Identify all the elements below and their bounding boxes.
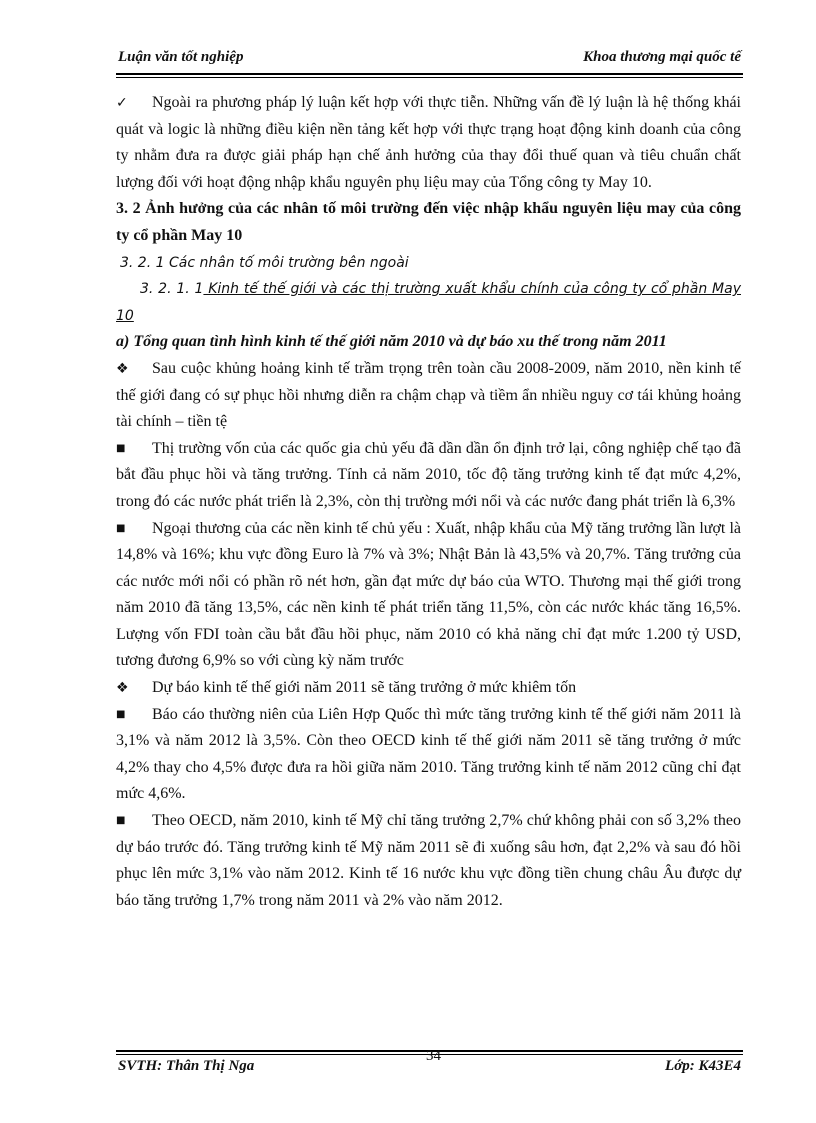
square-bullet-icon: ■	[116, 522, 126, 534]
page-header	[118, 49, 741, 71]
paragraph-crisis	[116, 356, 741, 436]
square-bullet-icon: ■	[116, 708, 126, 720]
paragraph-capital-market	[116, 436, 741, 516]
checkmark-icon: ✓	[116, 95, 128, 111]
paragraph-oecd	[116, 808, 741, 914]
paragraph-text: Ngoại thương của các nền kinh tế chủ yếu : Xuất, nhập khẩu của Mỹ tăng trưởng lần lượt là 14,8% và 16%; khu vực đồng Euro là 7% và 3%; Nhật Bản là 43,5% và 20,7%. Tăng trưởng của các nước mới nổi có phần rõ nét hơn, gần đạt mức dự báo của WTO. Thương mại thế giới trong năm 2010 đã tăng 13,5%, các nền kinh tế phát triển tăng 11,5%, còn các nước khác tăng 16,5%. Lượng vốn FDI toàn cầu bắt đầu hồi phục, năm 2010 có khả năng chỉ đạt mức 1.200 tỷ USD, tương đương 6,9% so với cùng kỳ năm trước	[116, 519, 741, 670]
heading-text: Kinh tế thế giới và các thị trường xuất khẩu chính của công ty cổ phần May 10	[116, 281, 741, 324]
paragraph-text: Báo cáo thường niên của Liên Hợp Quốc thì mức tăng trưởng kinh tế thế giới năm 2011 là 3,1% và năm 2012 là 3,5%. Còn theo OECD kinh tế thế giới năm 2011 sẽ tăng trưởng ở mức 4,2% thay cho 4,5% được đưa ra hồi giữa năm 2010. Tăng trưởng kinh tế năm 2012 cũng chỉ đạt mức 4,6%.	[116, 705, 741, 803]
page-body	[116, 90, 741, 914]
paragraph-text: Thị trường vốn của các quốc gia chủ yếu đã dần dần ổn định trở lại, công nghiệp chế tạo đã bắt đầu phục hồi và tăng trưởng. Tính cả năm 2010, tốc độ tăng trưởng kinh tế đạt mức 4,2%, trong đó các nước phát triển là 2,3%, còn thị trường mới nổi và các nước đang phát triển là 6,3%	[116, 439, 741, 510]
heading-text: 3. 2. 1 Các nhân tố môi trường bên ngoài	[120, 254, 409, 271]
section-heading-3-2-1-1	[116, 276, 741, 329]
paragraph-text: Ngoài ra phương pháp lý luận kết hợp với thực tiễn. Những vấn đề lý luận là hệ thống khái quát và logic là những điều kiện nền tảng kết hợp với thực trạng hoạt động kinh doanh của công ty nhằm đưa ra được giải pháp hạn chế ảnh hưởng của thay đổi thuế quan và tiêu chuẩn chất lượng đối với hoạt động nhập khẩu nguyên phụ liệu may của Tổng công ty May 10.	[116, 94, 741, 191]
paragraph-foreign-trade	[116, 516, 741, 676]
paragraph-text: Theo OECD, năm 2010, kinh tế Mỹ chỉ tăng trưởng 2,7% chứ không phải con số 3,2% theo dự báo trước đó. Tăng trưởng kinh tế Mỹ năm 2011 sẽ đi xuống sâu hơn, đạt 2,2% và sau đó hồi phục lên mức 3,1% vào năm 2012. Kinh tế 16 nước khu vực đồng tiền chung châu Âu được dự báo tăng trưởng 1,7% trong năm 2011 và 2% vào năm 2012.	[116, 812, 741, 909]
section-heading-3-2-1	[116, 250, 741, 277]
page-number: 34	[426, 1048, 441, 1064]
heading-number: 3. 2. 1. 1	[140, 281, 204, 298]
paragraph-methodology	[116, 90, 741, 196]
page-footer	[118, 1058, 741, 1082]
header-rule-thin	[116, 77, 743, 78]
paragraph-forecast	[116, 675, 741, 702]
paragraph-text: Sau cuộc khủng hoảng kinh tế trầm trọng trên toàn cầu 2008-2009, năm 2010, nền kinh tế thế giới đang có sự phục hồi nhưng diễn ra chậm chạp và tiềm ẩn nhiều nguy cơ tái khủng hoảng tài chính – tiền tệ	[116, 359, 741, 431]
diamond-bullet-icon: ❖	[116, 360, 129, 377]
paragraph-un-report	[116, 702, 741, 808]
section-heading-3-2: 3. 2 Ảnh hưởng của các nhân tố môi trường đến việc nhập khẩu nguyên liệu may của công ty cổ phần May 10	[116, 200, 741, 244]
header-rule	[116, 73, 743, 75]
header-thesis-label: Luận văn tốt nghiệp	[118, 49, 244, 65]
paragraph-text: Dự báo kinh tế thế giới năm 2011 sẽ tăng trưởng ở mức khiêm tốn	[152, 679, 577, 697]
footer-class-code: Lớp: K43E4	[665, 1058, 741, 1074]
square-bullet-icon: ■	[116, 815, 126, 827]
diamond-bullet-icon: ❖	[116, 680, 129, 697]
header-faculty-label: Khoa thương mại quốc tế	[583, 49, 741, 65]
footer-student-name: SVTH: Thân Thị Nga	[118, 1058, 255, 1074]
subheading-a: a) Tổng quan tình hình kinh tế thế giới năm 2010 và dự báo xu thế trong năm 2011	[116, 333, 667, 351]
square-bullet-icon: ■	[116, 442, 126, 454]
